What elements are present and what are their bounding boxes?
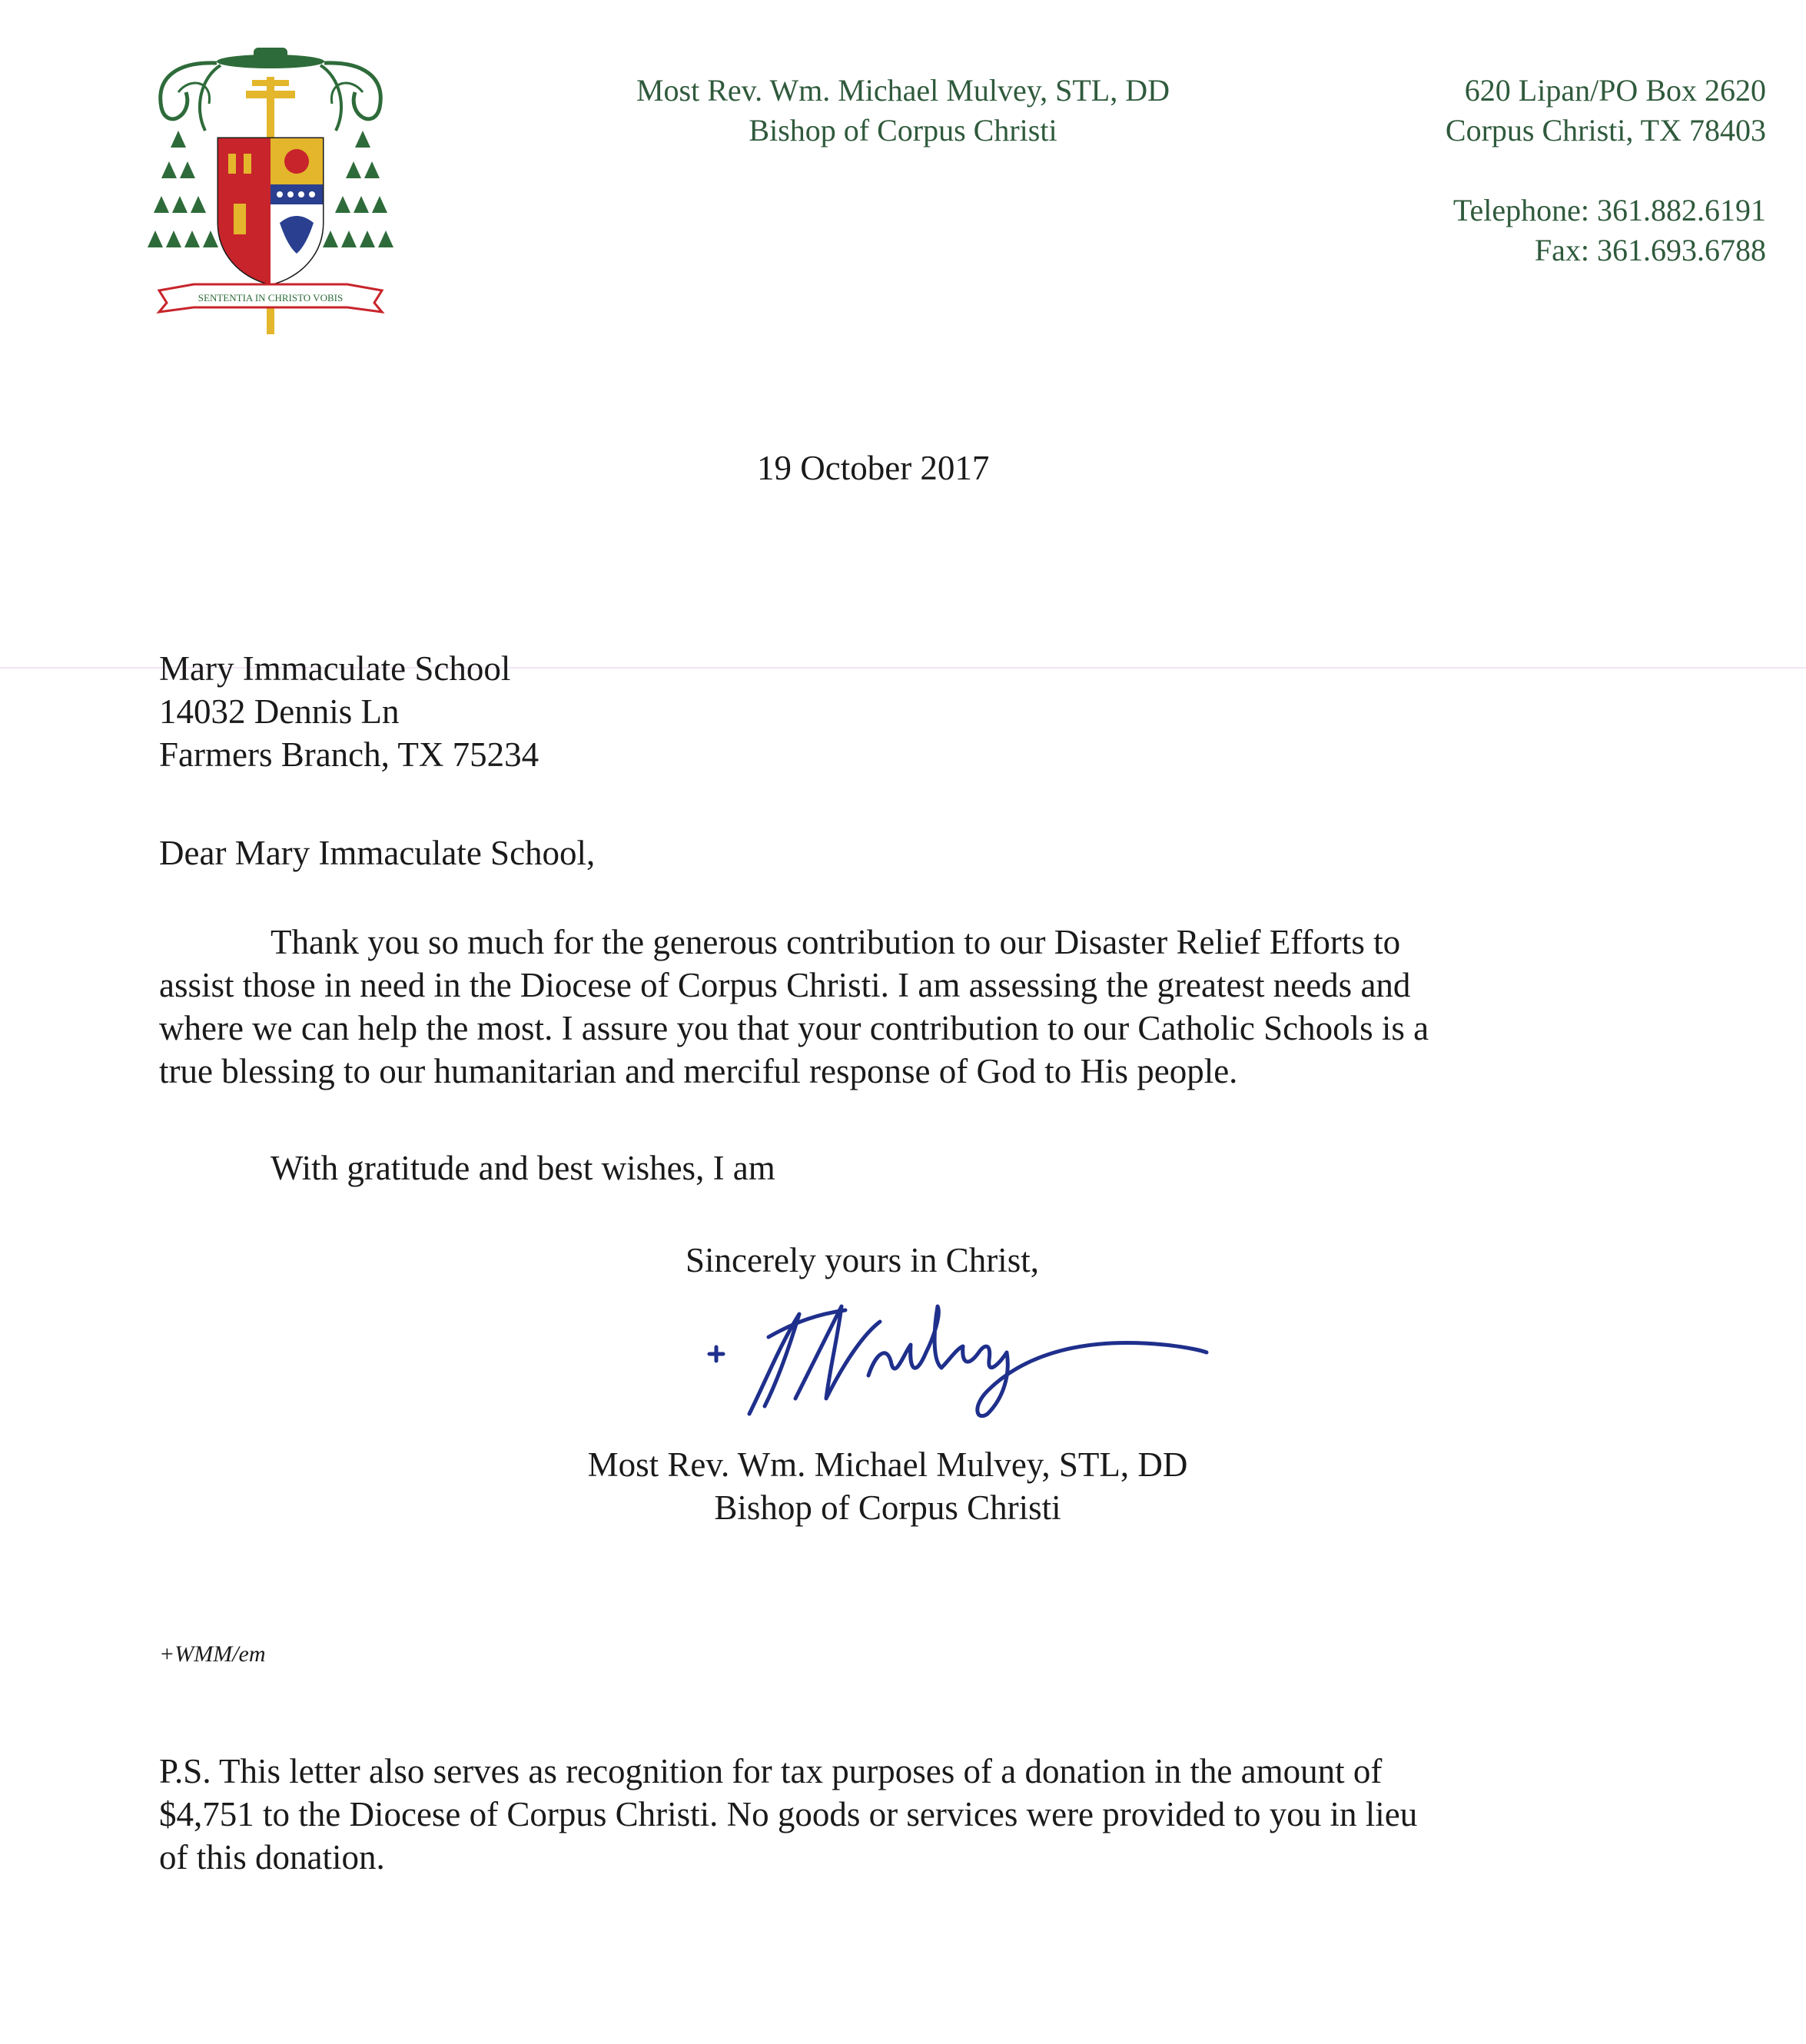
body-line: where we can help the most. I assure you that your contribution to our Catholic Schools is a (159, 1009, 1429, 1047)
coat-of-arms-logo (148, 46, 393, 338)
closing-line: With gratitude and best wishes, I am (271, 1149, 775, 1187)
letterhead-fax: Fax: 361.693.6788 (1534, 233, 1766, 267)
body-line: assist those in need in the Diocese of Corpus Christi. I am assessing the greatest needs and (159, 966, 1411, 1004)
letterhead-title: Bishop of Corpus Christi (749, 113, 1057, 148)
recipient-address (159, 647, 539, 776)
body-paragraph (159, 921, 1619, 1093)
crest-motto: SENTENTIA IN CHRISTO VOBIS (198, 292, 344, 304)
signer-name: Most Rev. Wm. Michael Mulvey, STL, DD (587, 1445, 1188, 1484)
signature (703, 1291, 1210, 1429)
salutation: Dear Mary Immaculate School, (159, 834, 596, 872)
postscript (159, 1750, 1696, 1879)
ps-line: P.S. This letter also serves as recognition for tax purposes of a donation in the amount of (159, 1752, 1383, 1790)
letterhead-telephone: Telephone: 361.882.6191 (1452, 193, 1766, 227)
typist-initials: +WMM/em (159, 1641, 266, 1667)
body-line: Thank you so much for the generous contribution to our Disaster Relief Efforts to (271, 923, 1401, 961)
signer-block (542, 1443, 1233, 1529)
letterhead-name: Most Rev. Wm. Michael Mulvey, STL, DD (636, 73, 1170, 108)
letter-date: 19 October 2017 (757, 449, 990, 487)
letterhead-contact (1306, 71, 1766, 270)
recipient-name: Mary Immaculate School (159, 649, 511, 688)
letterhead-address-line1: 620 Lipan/PO Box 2620 (1464, 73, 1766, 108)
letterhead-center (500, 71, 1306, 151)
body-line: true blessing to our humanitarian and merciful response of God to His people. (159, 1052, 1238, 1090)
letterhead-address-line2: Corpus Christi, TX 78403 (1445, 113, 1766, 148)
recipient-street: 14032 Dennis Ln (159, 692, 400, 731)
ps-line: of this donation. (159, 1838, 385, 1876)
recipient-city: Farmers Branch, TX 75234 (159, 735, 539, 774)
closing-salutation: Sincerely yours in Christ, (686, 1241, 1039, 1279)
ps-line: $4,751 to the Diocese of Corpus Christi. No goods or services were provided to you in lieu (159, 1795, 1418, 1833)
signer-title: Bishop of Corpus Christi (714, 1488, 1061, 1527)
